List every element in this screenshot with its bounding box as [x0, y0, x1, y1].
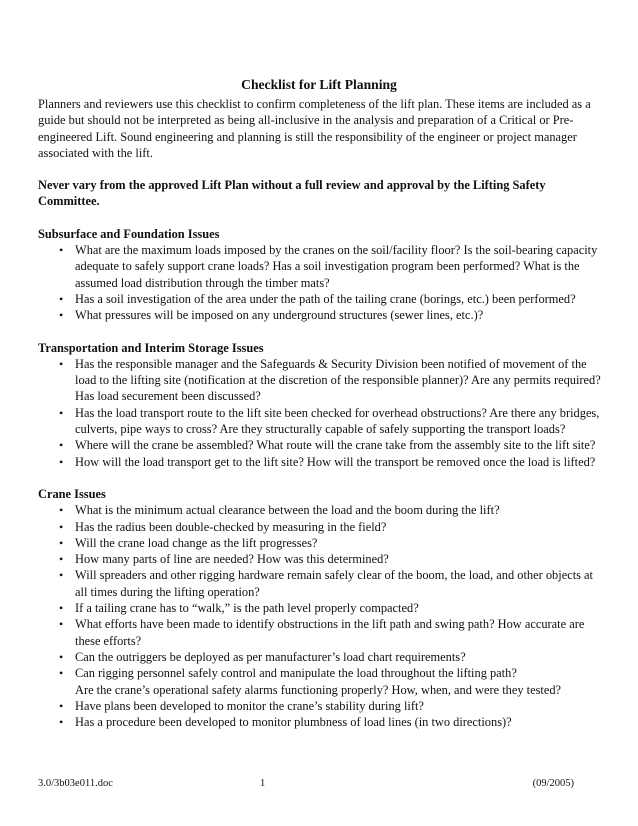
bullet-icon: •	[59, 356, 64, 371]
list-item-text: Has a soil investigation of the area under the path of the tailing crane (borings, etc.) been performed?	[75, 291, 576, 306]
bullet-icon: •	[59, 243, 64, 258]
list-item-text: Will the crane load change as the lift progresses?	[75, 535, 318, 550]
section-subsurface	[38, 226, 606, 324]
section-heading: Crane Issues	[38, 486, 106, 501]
section-heading: Subsurface and Foundation Issues	[38, 226, 220, 241]
page-title: Checklist for Lift Planning	[241, 77, 397, 92]
list-item-text: Has a procedure been developed to monitor plumbness of load lines (in two directions)?	[75, 715, 512, 730]
list-item	[38, 502, 606, 518]
list-item-text: What efforts have been made to identify obstructions in the lift path and swing path? How accurate are these efforts?	[75, 617, 585, 648]
bullet-icon: •	[59, 519, 64, 534]
list-item	[38, 291, 606, 307]
list-item-text: Will spreaders and other rigging hardware remain safely clear of the boom, the load, and other objects at all times during the lifting operation?	[75, 568, 593, 599]
list-item-text: Can the outriggers be deployed as per manufacturer’s load chart requirements?	[75, 649, 466, 664]
bullet-icon: •	[59, 666, 64, 681]
document-body	[38, 96, 606, 746]
list-item	[38, 616, 606, 649]
list-item-text: Has the radius been double-checked by measuring in the field?	[75, 519, 387, 534]
warning-paragraph: Never vary from the approved Lift Plan without a full review and approval by the Lifting Safety Committee.	[38, 178, 546, 209]
list-item	[38, 698, 606, 714]
list-item	[38, 242, 606, 291]
bullet-icon: •	[59, 601, 64, 616]
bullet-icon: •	[59, 535, 64, 550]
checklist	[38, 242, 606, 323]
list-item	[38, 307, 606, 323]
footer-filename: 3.0/3b03e011.doc	[38, 778, 113, 789]
list-item-text: Has the responsible manager and the Safeguards & Security Division been notified of movement of the load to the lifting site (notification at the discretion of the responsible planner)? Are any permits required? Has load securement been discussed?	[75, 356, 601, 404]
list-item-text: What pressures will be imposed on any underground structures (sewer lines, etc.)?	[75, 308, 484, 323]
list-item	[38, 649, 606, 665]
bullet-icon: •	[59, 698, 64, 713]
list-item-text: What are the maximum loads imposed by the cranes on the soil/facility floor? Is the soil-bearing capacity adequate to safely support crane loads? Has a soil investigation program been performed? What is the assumed load distribution through the timber mats?	[75, 243, 598, 290]
list-item-text: What is the minimum actual clearance between the load and the boom during the lift?	[75, 503, 500, 518]
list-item	[38, 535, 606, 551]
list-item	[38, 519, 606, 535]
section-transportation	[38, 340, 606, 470]
section-heading: Transportation and Interim Storage Issues	[38, 340, 264, 355]
list-item-text: If a tailing crane has to “walk,” is the path level properly compacted?	[75, 601, 419, 616]
checklist	[38, 356, 606, 470]
list-item	[38, 665, 606, 698]
list-item-text: Where will the crane be assembled? What route will the crane take from the assembly site to the lift site?	[75, 438, 596, 453]
list-item	[38, 437, 606, 453]
bullet-icon: •	[59, 291, 64, 306]
checklist	[38, 502, 606, 730]
bullet-icon: •	[59, 405, 64, 420]
list-item	[38, 454, 606, 470]
list-item	[38, 567, 606, 600]
bullet-icon: •	[59, 568, 64, 583]
footer-page-number: 1	[260, 778, 266, 789]
bullet-icon: •	[59, 649, 64, 664]
list-item-text: How will the load transport get to the lift site? How will the transport be removed once the load is lifted?	[75, 454, 596, 469]
list-item-continuation: Are the crane’s operational safety alarms functioning properly? How, when, and were they tested?	[75, 682, 562, 697]
bullet-icon: •	[59, 438, 64, 453]
list-item	[38, 714, 606, 730]
section-crane	[38, 486, 606, 730]
intro-paragraph: Planners and reviewers use this checklist to confirm completeness of the lift plan. These items are included as a guide but should not be interpreted as being all-inclusive in the analysis and preparation of a Critical or Pre-engineered Lift. Sound engineering and planning is still the responsibility of the engineer or project manager associated with the lift.	[38, 97, 591, 160]
list-item	[38, 551, 606, 567]
bullet-icon: •	[59, 715, 64, 730]
list-item-text: Have plans been developed to monitor the crane’s stability during lift?	[75, 698, 424, 713]
bullet-icon: •	[59, 617, 64, 632]
list-item-text: How many parts of line are needed? How was this determined?	[75, 552, 389, 567]
bullet-icon: •	[59, 454, 64, 469]
bullet-icon: •	[59, 308, 64, 323]
footer-date: (09/2005)	[532, 778, 574, 789]
bullet-icon: •	[59, 503, 64, 518]
list-item	[38, 405, 606, 438]
list-item	[38, 356, 606, 405]
list-item	[38, 600, 606, 616]
bullet-icon: •	[59, 552, 64, 567]
list-item-text: Has the load transport route to the lift site been checked for overhead obstructions? Are there any bridges, culverts, pipe ways to cross? Are they structurally capable of safely supporting the transport loads?	[75, 405, 600, 437]
list-item-text: Can rigging personnel safely control and manipulate the load throughout the lifting path?	[75, 666, 517, 681]
